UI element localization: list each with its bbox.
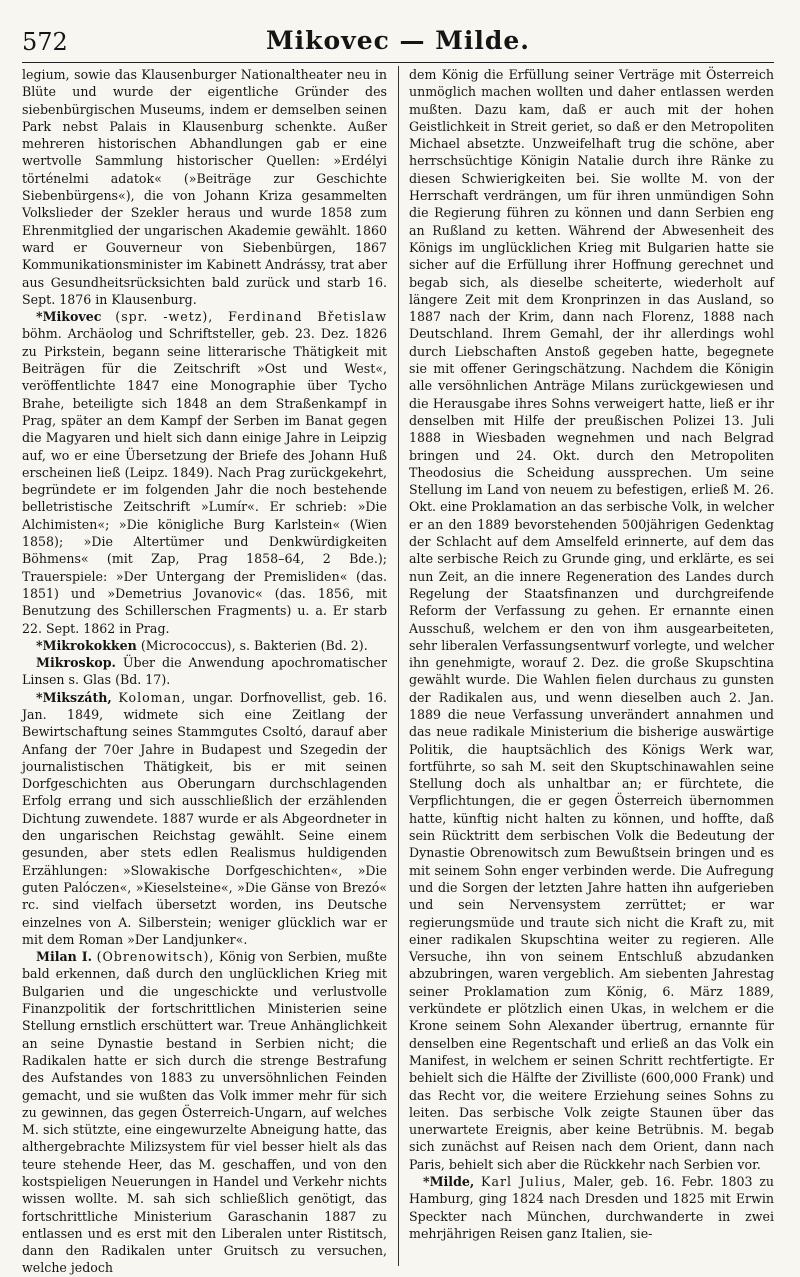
entry-text: ungar. Dorfnovellist, geb. 16. Jan. 1849, widmete sich eine Zeitlang der Bewirtschaftung seines Stammgutes Csoltó, darauf aber Anfang der 70er Jahre in Budapest und Szegedin der journalistischen Thätigkeit, bis er mit seinen Dorfgeschichten aus Oberungarn durchschlagenden Erfolg errang und sich ausschließlich der erzählenden Dichtung zuwendete. 1887 wurde er als Abgeordneter in den ungarischen Reichstag gewählt. Seine einem gesunden, aber stets edlen Realismus huldigenden Erzählungen: »Slowakische Dorfgeschichten«, »Die guten Palóczen«, »Kieselsteine«, »Die Gänse von Brezó« rc. sind vielfach übersetzt worden, ins Deutsche einzelnes von A. Silberstein; weniger glücklich war er mit dem Roman »Der Landjunker«. xyxy=(22,689,387,947)
entry-headword: Milan I. xyxy=(36,949,93,965)
entry-text: böhm. Archäolog und Schriftsteller, geb. 23. Dez. 1826 zu Pirkstein, begann seine litterarische Thätigkeit mit Beiträgen für die Zeitschrift »Ost und West«, veröffentlichte 1847 eine Monographie über Tycho Brahe, beteiligte sich 1848 an dem Straßenkampf in Prag, später an dem Kampf der Serben im Banat gegen die Magyaren und hielt sich dann einige Jahre in Leipzig auf, wo er eine Übersetzung der Briefe des Johann Huß erscheinen ließ (Leipz. 1849). Nach Prag zurückgekehrt, begründete er im folgenden Jahr die noch bestehende belletristische Zeitschrift »Lumír«. Er schrieb: »Die Alchimisten«; »Die königliche Burg Karlstein« (Wien 1858); »Die Altertümer und Denkwürdigkeiten Böhmens« (mit Zap, Prag 1858–64, 2 Bde.); Trauerspiele: »Der Untergang der Premisliden« (das. 1851) und »Demetrius Jovanovic« (das. 1856, mit Benutzung des Schillerschen Fragments) u. a. Er starb 22. Sept. 1862 in Prag. xyxy=(22,326,387,636)
entry-text: Über die Anwendung apochromatischer Linsen s. Glas (Bd. 17). xyxy=(22,655,387,688)
entry-headword: *Mikrokokken xyxy=(36,637,137,653)
entry-text: Maler, geb. 16. Febr. 1803 zu Hamburg, ging 1824 nach Dresden und 1825 mit Erwin Speckter nach München, durchwanderte in zwei mehrjährigen Reisen ganz Italien, sie- xyxy=(409,1174,774,1241)
entry-subhead: (Obrenowitsch), xyxy=(96,949,215,965)
text-columns xyxy=(22,66,774,1276)
entry-headword: *Mikszáth, xyxy=(36,689,112,705)
entry-headword: *Milde, xyxy=(423,1174,475,1189)
dictionary-entry xyxy=(22,654,387,689)
left-column xyxy=(22,66,387,1276)
page-number: 572 xyxy=(22,28,68,56)
continued-text xyxy=(22,66,387,308)
dictionary-entry xyxy=(22,308,387,637)
entry-subhead: (spr. -wetz), Ferdinand Břetislaw xyxy=(115,309,387,325)
entry-text: legium, sowie das Klausenburger Nationaltheater neu in Blüte und wurde der eigentliche Gründer des siebenbürgischen Museums, indem er demselben seinen Park nebst Palais in Klausenburg schenkte. Außer mehreren historischen Abhandlungen gab er eine wertvolle Sammlung historischer Quellen: »Erdélyi történelmi adatok« (»Beiträge zur Geschichte Siebenbürgens«), die von Johann Kriza gesammelten Volkslieder der Szekler heraus und wurde 1858 zum Ehrenmitglied der ungarischen Akademie gewählt. 1860 ward er Gouverneur von Siebenbürgen, 1867 Kommunikationsminister im Kabinett Andrássy, trat aber aus Gesundheitsrücksichten bald zurück und starb 16. Sept. 1876 in Klausenburg. xyxy=(22,67,387,307)
entry-headword: Mikroskop. xyxy=(36,655,116,671)
running-title: Mikovec — Milde. xyxy=(266,26,530,55)
entry-headword: *Mikovec xyxy=(36,309,102,325)
entry-text: dem König die Erfüllung seiner Verträge mit Österreich unmöglich machen wollten und daher entlassen werden mußten. Dazu kam, daß er auch mit der hohen Geistlichkeit in Streit geriet, so daß er den Metropoliten Michael absetzte. Unzweifelhaft trug die schöne, aber herrschsüchtige Königin Natalie durch ihre Ränke zu diesen Schwierigkeiten bei. Sie wollte M. von der Herrschaft verdrängen, um für ihren unmündigen Sohn die Regierung führen zu können und dann Serbien eng an Rußland zu ketten. Während der Abwesenheit des Königs im unglücklichen Krieg mit Bulgarien hatte sie sicher auf die Erfüllung ihrer Hoffnung gerechnet und begab sich, als dieselbe scheiterte, wiederholt auf längere Zeit mit dem Kronprinzen in das Ausland, so 1887 nach der Krim, dann nach Florenz, 1888 nach Deutschland. Ihrem Gemahl, der ihr allerdings wohl durch Liebschaften Anstoß gegeben hatte, begegnete sie mit offener Geringschätzung. Nachdem die Königin alle versöhnlichen Anträge Milans zurückgewiesen und die Herausgabe ihres Sohns verweigert hatte, ließ er ihr denselben mit Hilfe der preußischen Polizei 13. Juli 1888 in Wiesbaden wegnehmen und nach Belgrad bringen und 24. Okt. durch den Metropoliten Theodosius die Scheidung aussprechen. Um seine Stellung im Land von neuem zu befestigen, erließ M. 26. Okt. eine Proklamation an das serbische Volk, in welcher er an den 1889 bevorstehenden 500jährigen Gedenktag der Schlacht auf dem Amselfeld erinnerte, auf dem das alte serbische Reich zu Grunde ging, und erklärte, es sei nun Zeit, an die innere Regeneration des Landes durch Regelung der Staatsfinanzen und durchgreifende Reform der Verfassung zu gehen. Er ernannte einen Ausschuß, welchem er den von ihm ausgearbeiteten, sehr liberalen Verfassungsentwurf vorlegte, und welcher ihn genehmigte, worauf 2. Dez. die große Skupschtina gewählt wurde. Die Wahlen fielen durchaus zu gunsten der Radikalen aus, und wenn dieselben auch 2. Jan. 1889 die neue Verfassung unverändert annahmen und das neue radikale Ministerium die bisherige auswärtige Politik, die hauptsächlich des Königs Werk war, fortführte, so sah M. seit den Skuptschinawahlen seine Stellung doch als unhaltbar an; er fürchtete, die Verpflichtungen, die er gegen Österreich übernommen hatte, künftig nicht halten zu können, und hoffte, daß sein Rücktritt dem serbischen Volk die Bedeutung der Dynastie Obrenowitsch zum Bewußtsein bringen und es mit seinem Sohn enger verbinden werde. Die Aufregung und die Sorgen der letzten Jahre hatten ihn aufgerieben und sein Nervensystem zerrüttet; er war regierungsmüde und traute sich nicht die Kraft zu, mit einer radikalen Skupschtina weiter zu regieren. Alle Versuche, ihn von seinem Entschluß abzudanken abzubringen, waren vergeblich. Am siebenten Jahrestag seiner Proklamation zum König, 6. März 1889, verkündete er plötzlich einen Ukas, in welchem er die Krone seinem Sohn Alexander übertrug, ernannte für denselben eine Regentschaft und erließ an das Volk ein Manifest, in welchem er seinen Schritt rechtfertigte. Er behielt sich die Hälfte der Zivilliste (600,000 Frank) und das Recht vor, die weitere Erziehung seines Sohns zu leiten. Das serbische Volk zeigte Staunen über das unerwartete Ereignis, aber keine Betrübnis. M. begab sich zunächst auf Reisen nach dem Orient, dann nach Paris, behielt sich aber die Rückkehr nach Serbien vor. xyxy=(409,67,774,1172)
entry-text: König von Serbien, mußte bald erkennen, daß durch den unglücklichen Krieg mit Bulgarien und die ungeschickte und verlustvolle Finanzpolitik der fortschrittlichen Ministerien seine Stellung ernstlich erschüttert war. Treue Anhänglichkeit an seine Dynastie bestand in Serbien nicht; die Radikalen hatte er sich durch die strenge Bestrafung des Aufstandes von 1883 zu unversöhnlichen Feinden gemacht, und sie wußten das Volk immer mehr für sich zu gewinnen, das gegen Österreich-Ungarn, auf welches M. sich stützte, eine eingewurzelte Abneigung hatte, das althergebrachte Milizsystem für viel besser hielt als das teure stehende Heer, das M. geschaffen, und von den kostspieligen Neuerungen in Handel und Verkehr nichts wissen wollte. M. sah sich schließlich genötigt, das fortschrittliche Ministerium Garaschanin 1887 zu entlassen und es erst mit den Liberalen unter Ristitsch, dann den Radikalen unter Gruitsch zu versuchen, welche jedoch xyxy=(22,949,387,1276)
dictionary-entry xyxy=(22,948,387,1277)
entry-subhead: Koloman, xyxy=(118,689,187,705)
entry-text: (Micrococcus), s. Bakterien (Bd. 2). xyxy=(140,637,368,653)
column-divider xyxy=(398,66,399,1266)
right-column xyxy=(409,66,774,1266)
entry-subhead: Karl Julius, xyxy=(481,1174,567,1189)
continued-text xyxy=(409,66,774,1173)
dictionary-entry xyxy=(409,1173,774,1242)
dictionary-entry xyxy=(22,689,387,948)
page-header xyxy=(22,22,774,63)
dictionary-entry xyxy=(22,637,387,654)
